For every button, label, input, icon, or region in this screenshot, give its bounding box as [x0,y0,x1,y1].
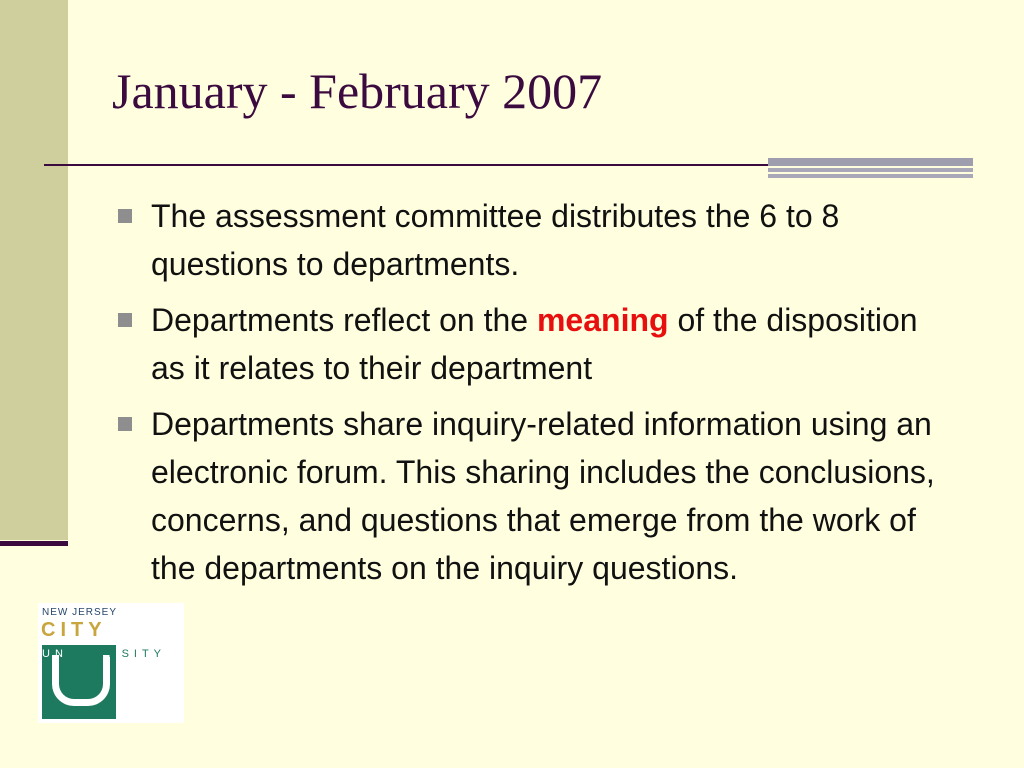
side-band [0,0,68,540]
bullet-item [118,192,948,288]
slide-title: January - February 2007 [112,63,603,119]
title-divider [44,164,768,166]
logo-university-first: UN [42,648,68,660]
square-bullet-icon [118,209,132,223]
logo-university-rest: IVERSITY [75,648,167,660]
logo-line-city: CITY [41,619,107,641]
university-logo [38,603,184,723]
bullet-text: Departments share inquiry-related information using an electronic forum. This sharing includes the conclusions, concerns, and questions that emerge from the work of the departments on the inquiry questions. [151,406,935,586]
j-mark-icon [52,655,110,706]
side-rule [0,541,68,546]
accent-bar [768,158,973,166]
bullet-text: The assessment committee distributes the 6 to 8 questions to departments. [151,198,840,282]
bullet-text-before: Departments reflect on the [151,302,537,338]
bullet-item [118,400,948,592]
bullet-item [118,296,948,392]
square-bullet-icon [118,313,132,327]
accent-bars [768,158,973,180]
square-bullet-icon [118,417,132,431]
logo-line-university [42,648,166,660]
bullet-text-after: of the disposition as it relates to their department [151,302,918,386]
logo-line-state: NEW JERSEY [42,607,118,618]
accent-bar [768,174,973,178]
bullet-list [118,192,948,600]
highlighted-word: meaning [536,302,669,338]
accent-bar [768,168,973,172]
